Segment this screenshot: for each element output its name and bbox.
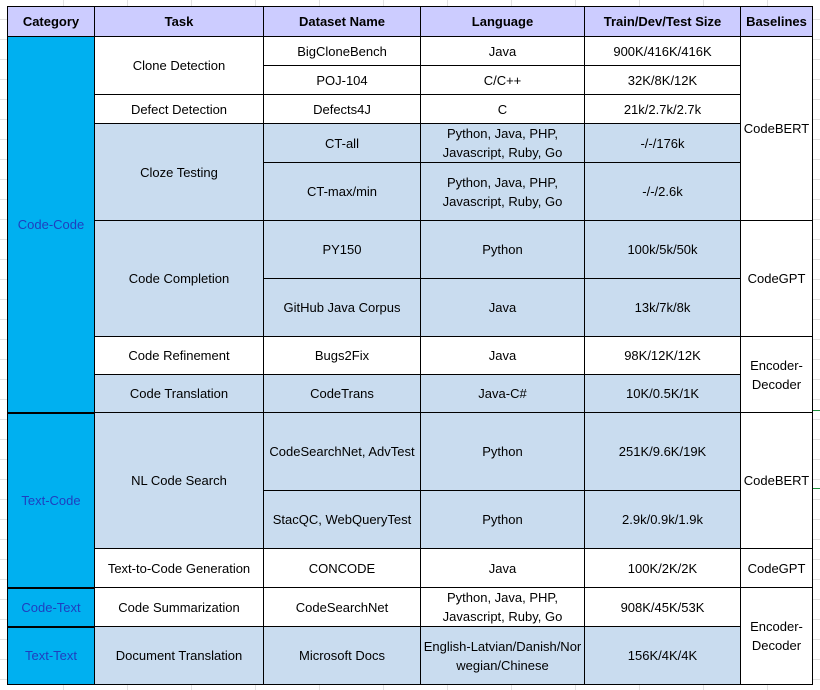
size-cell[interactable]: 32K/8K/12K	[585, 66, 741, 95]
language-cell[interactable]: Python, Java, PHP, Javascript, Ruby, Go	[421, 163, 585, 221]
table-row	[8, 413, 813, 491]
dataset-cell[interactable]: CodeSearchNet	[264, 588, 421, 627]
table-row	[8, 627, 813, 685]
size-cell[interactable]: -/-/2.6k	[585, 163, 741, 221]
language-cell[interactable]: Python	[421, 413, 585, 491]
dataset-cell[interactable]: Defects4J	[264, 95, 421, 124]
header-dataset[interactable]: Dataset Name	[264, 7, 421, 37]
task-cell[interactable]: Text-to-Code Generation	[95, 549, 264, 588]
header-language[interactable]: Language	[421, 7, 585, 37]
size-cell[interactable]: 100K/2K/2K	[585, 549, 741, 588]
language-cell[interactable]: Python, Java, PHP, Javascript, Ruby, Go	[421, 588, 585, 627]
size-cell[interactable]: -/-/176k	[585, 124, 741, 163]
header-baselines[interactable]: Baselines	[741, 7, 813, 37]
size-cell[interactable]: 900K/416K/416K	[585, 37, 741, 66]
dataset-cell[interactable]: CONCODE	[264, 549, 421, 588]
table-row	[8, 375, 813, 413]
size-cell[interactable]: 100k/5k/50k	[585, 221, 741, 279]
table-row	[8, 95, 813, 124]
language-cell[interactable]: C	[421, 95, 585, 124]
size-cell[interactable]: 98K/12K/12K	[585, 337, 741, 375]
header-category[interactable]: Category	[8, 7, 95, 37]
dataset-cell[interactable]: PY150	[264, 221, 421, 279]
dataset-cell[interactable]: GitHub Java Corpus	[264, 279, 421, 337]
language-cell[interactable]: Python, Java, PHP, Javascript, Ruby, Go	[421, 124, 585, 163]
language-cell[interactable]: English-Latvian/Danish/Norwegian/Chinese	[421, 627, 585, 685]
task-cell[interactable]: Defect Detection	[95, 95, 264, 124]
dataset-cell[interactable]: CodeTrans	[264, 375, 421, 413]
benchmark-table	[7, 6, 813, 685]
size-cell[interactable]: 10K/0.5K/1K	[585, 375, 741, 413]
category-cell-code-text[interactable]: Code-Text	[8, 588, 95, 627]
language-cell[interactable]: Java	[421, 37, 585, 66]
baseline-cell[interactable]: Encoder-Decoder	[741, 337, 813, 413]
dataset-cell[interactable]: StacQC, WebQueryTest	[264, 491, 421, 549]
dataset-cell[interactable]: CT-all	[264, 124, 421, 163]
task-cell[interactable]: Code Refinement	[95, 337, 264, 375]
dataset-cell[interactable]: Bugs2Fix	[264, 337, 421, 375]
table-row	[8, 37, 813, 66]
baseline-cell[interactable]: Encoder-Decoder	[741, 588, 813, 685]
table-row	[8, 588, 813, 627]
header-size[interactable]: Train/Dev/Test Size	[585, 7, 741, 37]
task-cell[interactable]: Cloze Testing	[95, 124, 264, 221]
table-row	[8, 337, 813, 375]
size-cell[interactable]: 2.9k/0.9k/1.9k	[585, 491, 741, 549]
table-row	[8, 221, 813, 279]
language-cell[interactable]: Java	[421, 279, 585, 337]
size-cell[interactable]: 21k/2.7k/2.7k	[585, 95, 741, 124]
size-cell[interactable]: 156K/4K/4K	[585, 627, 741, 685]
task-cell[interactable]: Code Summarization	[95, 588, 264, 627]
baseline-cell[interactable]: CodeGPT	[741, 221, 813, 337]
size-cell[interactable]: 251K/9.6K/19K	[585, 413, 741, 491]
category-cell-text-code[interactable]: Text-Code	[8, 413, 95, 588]
dataset-cell[interactable]: CT-max/min	[264, 163, 421, 221]
size-cell[interactable]: 908K/45K/53K	[585, 588, 741, 627]
selection-mark-bottom	[812, 488, 820, 489]
category-cell-text-text[interactable]: Text-Text	[8, 627, 95, 685]
language-cell[interactable]: Java-C#	[421, 375, 585, 413]
task-cell[interactable]: Code Translation	[95, 375, 264, 413]
baseline-cell[interactable]: CodeBERT	[741, 37, 813, 221]
task-cell[interactable]: Document Translation	[95, 627, 264, 685]
table-row	[8, 549, 813, 588]
task-cell[interactable]: Code Completion	[95, 221, 264, 337]
language-cell[interactable]: Python	[421, 221, 585, 279]
header-task[interactable]: Task	[95, 7, 264, 37]
category-cell-code-code[interactable]: Code-Code	[8, 37, 95, 413]
dataset-cell[interactable]: BigCloneBench	[264, 37, 421, 66]
dataset-cell[interactable]: Microsoft Docs	[264, 627, 421, 685]
size-cell[interactable]: 13k/7k/8k	[585, 279, 741, 337]
table-row	[8, 124, 813, 163]
language-cell[interactable]: Java	[421, 549, 585, 588]
header-row	[8, 7, 813, 37]
dataset-cell[interactable]: CodeSearchNet, AdvTest	[264, 413, 421, 491]
language-cell[interactable]: Java	[421, 337, 585, 375]
selection-mark-top	[812, 410, 820, 411]
task-cell[interactable]: NL Code Search	[95, 413, 264, 549]
language-cell[interactable]: Python	[421, 491, 585, 549]
task-cell[interactable]: Clone Detection	[95, 37, 264, 95]
baseline-cell[interactable]: CodeBERT	[741, 413, 813, 549]
dataset-cell[interactable]: POJ-104	[264, 66, 421, 95]
language-cell[interactable]: C/C++	[421, 66, 585, 95]
baseline-cell[interactable]: CodeGPT	[741, 549, 813, 588]
